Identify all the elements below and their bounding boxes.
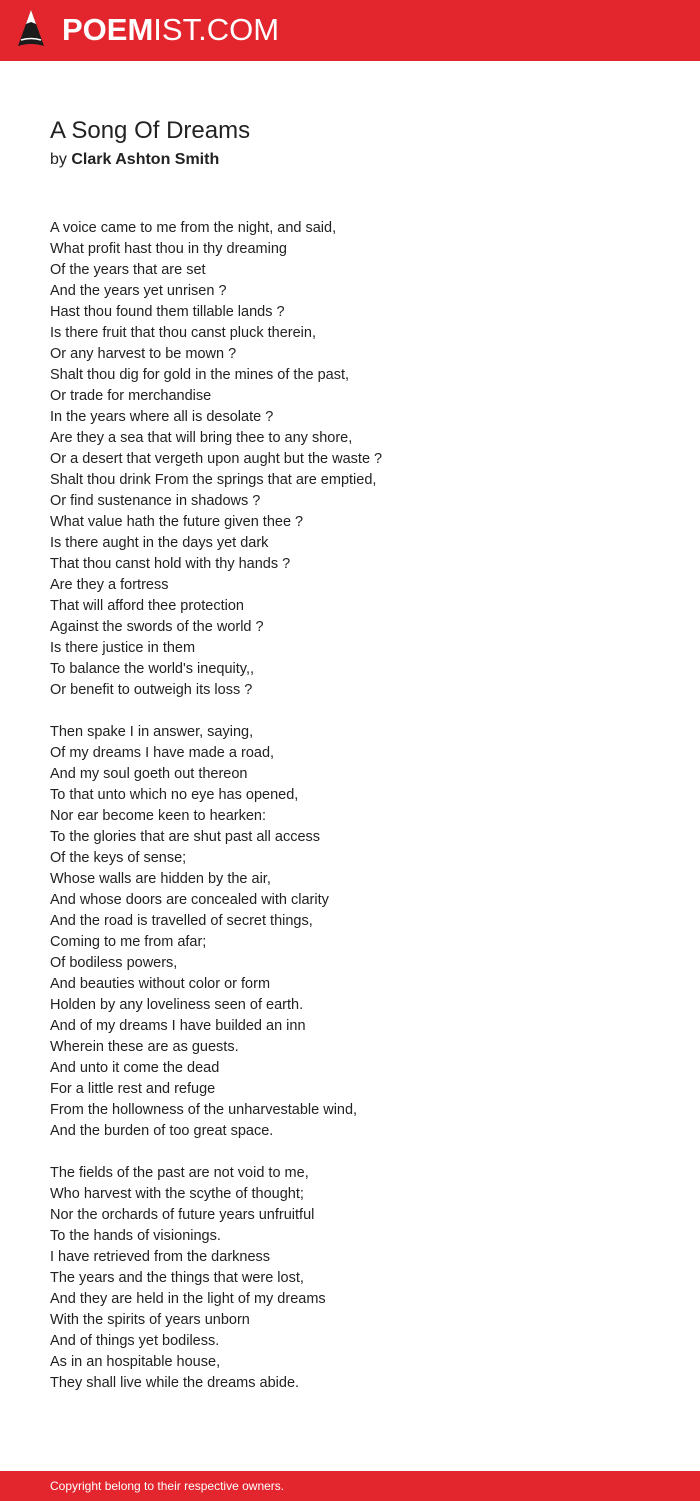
poem-line: Whose walls are hidden by the air, xyxy=(50,871,271,887)
poem-line: Against the swords of the world ? xyxy=(50,619,264,635)
poem-stanza xyxy=(50,722,650,1142)
poem-line: They shall live while the dreams abide. xyxy=(50,1375,300,1391)
poem-line: What profit hast thou in thy dreaming xyxy=(50,241,287,257)
poem-line: To balance the world's inequity,, xyxy=(50,661,255,677)
poem-line: Of the keys of sense; xyxy=(50,850,187,866)
poem-line: And the burden of too great space. xyxy=(50,1123,274,1139)
poem-line: To the hands of visionings. xyxy=(50,1228,221,1244)
poem-line: In the years where all is desolate ? xyxy=(50,409,274,425)
poem-line: Is there aught in the days yet dark xyxy=(50,535,269,551)
poem-line: A voice came to me from the night, and said, xyxy=(50,220,337,236)
poem-line: Shalt thou drink From the springs that are emptied, xyxy=(50,472,377,488)
poem-line: Hast thou found them tillable lands ? xyxy=(50,304,285,320)
by-label: by xyxy=(50,151,67,168)
poem-line: Are they a sea that will bring thee to any shore, xyxy=(50,430,353,446)
poem-line: Wherein these are as guests. xyxy=(50,1039,239,1055)
poem-line: Or a desert that vergeth upon aught but the waste ? xyxy=(50,451,383,467)
poem-line: Is there fruit that thou canst pluck therein, xyxy=(50,325,316,341)
poem-line: And whose doors are concealed with clarity xyxy=(50,892,329,908)
poem-line: And unto it come the dead xyxy=(50,1060,220,1076)
poem-line: Shalt thou dig for gold in the mines of the past, xyxy=(50,367,350,383)
poem-line: Then spake I in answer, saying, xyxy=(50,724,254,740)
poem-line: And they are held in the light of my dreams xyxy=(50,1291,326,1307)
poem-stanza xyxy=(50,1163,650,1394)
poem-line: The fields of the past are not void to me, xyxy=(50,1165,309,1181)
poem-line: That will afford thee protection xyxy=(50,598,244,614)
poem-line: I have retrieved from the darkness xyxy=(50,1249,271,1265)
poem-header xyxy=(50,114,650,172)
site-logo[interactable] xyxy=(62,11,279,49)
poem-line: And my soul goeth out thereon xyxy=(50,766,248,782)
logo-light-text: IST.COM xyxy=(153,12,280,47)
poem-line: That thou canst hold with thy hands ? xyxy=(50,556,291,572)
poem-byline xyxy=(50,148,650,172)
poem-line: Coming to me from afar; xyxy=(50,934,207,950)
poem-line: Holden by any loveliness seen of earth. xyxy=(50,997,304,1013)
poem-line: Is there justice in them xyxy=(50,640,196,656)
poem-line: Or find sustenance in shadows ? xyxy=(50,493,261,509)
poem-line: Of the years that are set xyxy=(50,262,206,278)
poem-line: Of bodiless powers, xyxy=(50,955,178,971)
logo-bold-text: POEM xyxy=(62,12,154,47)
poem-line: Are they a fortress xyxy=(50,577,169,593)
poem-author: Clark Ashton Smith xyxy=(71,151,220,168)
poem-line: For a little rest and refuge xyxy=(50,1081,216,1097)
pencil-tip-icon[interactable] xyxy=(16,8,46,52)
poem-line: Nor ear become keen to hearken: xyxy=(50,808,267,824)
poem-line: What value hath the future given thee ? xyxy=(50,514,304,530)
poem-line: And of things yet bodiless. xyxy=(50,1333,220,1349)
poem-line: And the road is travelled of secret things, xyxy=(50,913,313,929)
poem-line: To the glories that are shut past all access xyxy=(50,829,321,845)
poem-line: The years and the things that were lost, xyxy=(50,1270,304,1286)
poem-line: And of my dreams I have builded an inn xyxy=(50,1018,306,1034)
poem-body xyxy=(50,218,650,1415)
site-footer xyxy=(0,1471,700,1501)
poem-line: Who harvest with the scythe of thought; xyxy=(50,1186,304,1202)
poem-stanza xyxy=(50,218,650,701)
poem-line: As in an hospitable house, xyxy=(50,1354,221,1370)
poem-line: To that unto which no eye has opened, xyxy=(50,787,299,803)
poem-line: And beauties without color or form xyxy=(50,976,271,992)
copyright-text: Copyright belong to their respective owners. xyxy=(50,1479,285,1493)
poem-line: Or trade for merchandise xyxy=(50,388,212,404)
poem-line: Or any harvest to be mown ? xyxy=(50,346,237,362)
poem-line: And the years yet unrisen ? xyxy=(50,283,227,299)
poem-line: With the spirits of years unborn xyxy=(50,1312,250,1328)
poem-title: A Song Of Dreams xyxy=(50,117,251,144)
site-header xyxy=(0,0,700,61)
poem-line: From the hollowness of the unharvestable wind, xyxy=(50,1102,358,1118)
poem-line: Or benefit to outweigh its loss ? xyxy=(50,682,253,698)
poem-line: Nor the orchards of future years unfruitful xyxy=(50,1207,315,1223)
poem-line: Of my dreams I have made a road, xyxy=(50,745,275,761)
